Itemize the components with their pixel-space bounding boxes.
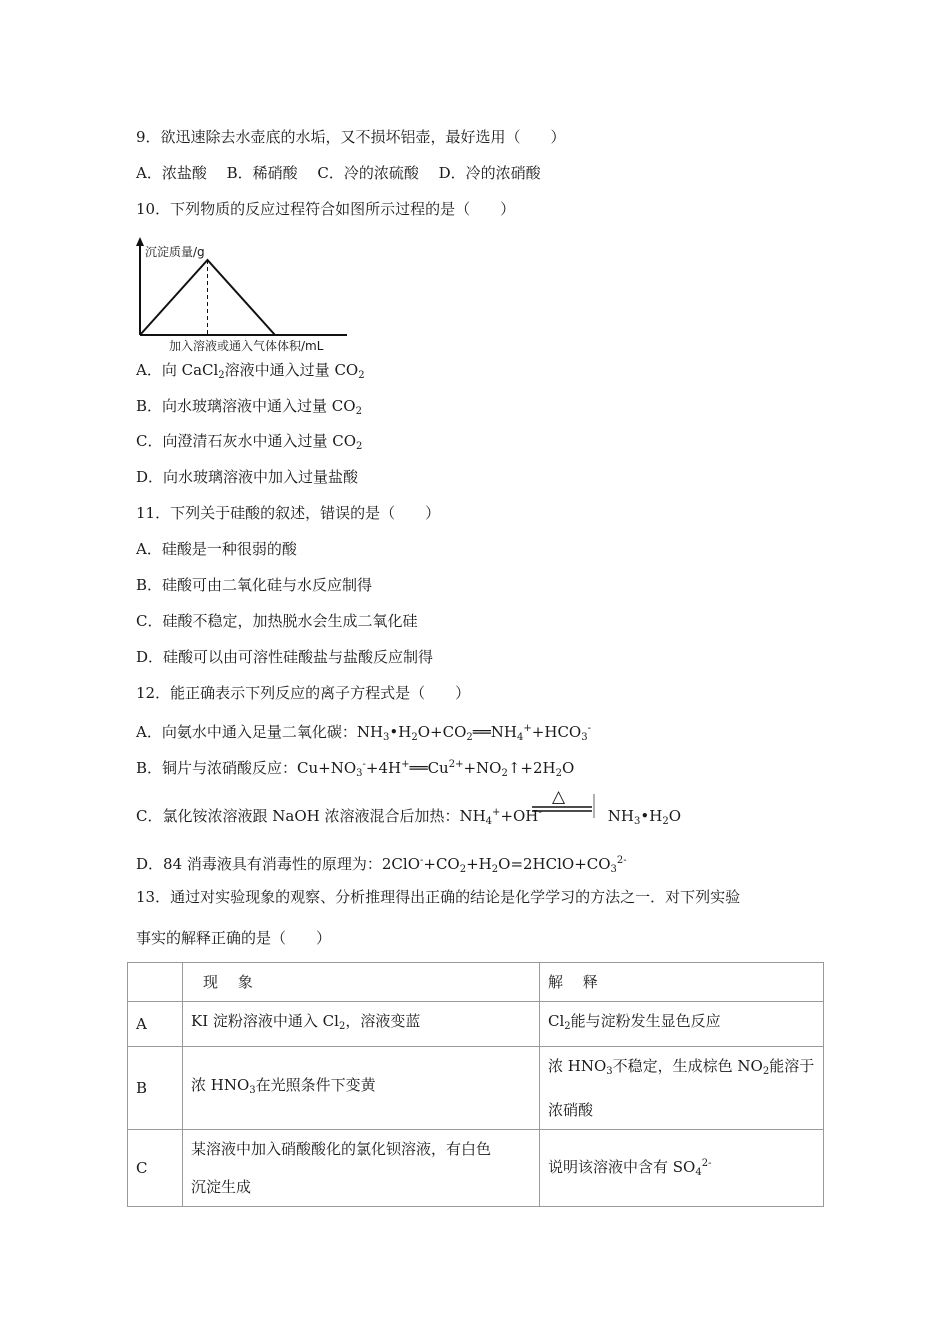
q12-option-d: D．84 消毒液具有消毒性的原理为：$2ClO^-+CO_2+H_2O=2HClO+CO_3^{2-}$ bbox=[136, 855, 627, 875]
q9-options: A．浓盐酸 B．稀硝酸 C．冷的浓硫酸 D．冷的浓硝酸 bbox=[136, 164, 541, 182]
q11-stem: 11．下列关于硅酸的叙述，错误的是（ ） bbox=[136, 504, 441, 522]
q10-option-d: D．向水玻璃溶液中加入过量盐酸 bbox=[136, 468, 359, 486]
q12-option-b: B．铜片与浓硝酸反应：$Cu+NO_3^-+4H^+══Cu^{2+}+NO_2↑+2H_2O$ bbox=[136, 759, 575, 779]
q11-option-c: C．硅酸不稳定，加热脱水会生成二氧化硅 bbox=[136, 612, 418, 630]
q11-option-a: A．硅酸是一种很弱的酸 bbox=[136, 540, 297, 558]
precipitate-chart bbox=[125, 235, 355, 353]
heating-condition-sign bbox=[530, 788, 600, 818]
heating-triangle-icon: △ bbox=[552, 788, 566, 807]
q11-option-b: B．硅酸可由二氧化硅与水反应制得 bbox=[136, 576, 373, 594]
row-label: A bbox=[128, 1002, 183, 1047]
q13-table bbox=[127, 962, 824, 1207]
table-header-explanation: 解 释 bbox=[540, 963, 824, 1002]
row-phenomenon: 浓 $HNO_3$在光照条件下变黄 bbox=[183, 1047, 540, 1130]
q10-option-a: A．向 CaCl$_2$溶液中通入过量 $CO_2$ bbox=[136, 361, 365, 381]
x-axis-label: 加入溶液或通入气体体积/mL bbox=[169, 339, 324, 353]
q9-stem: 9．欲迅速除去水壶底的水垢，又不损坏铝壶，最好选用（ ） bbox=[136, 128, 566, 146]
q12-stem: 12．能正确表示下列反应的离子方程式是（ ） bbox=[136, 684, 471, 702]
table-header-row bbox=[128, 963, 824, 1002]
table-row bbox=[128, 1047, 824, 1130]
row-explanation: 说明该溶液中含有 $SO_4^{2-}$ bbox=[540, 1130, 824, 1207]
q10-option-b: B．向水玻璃溶液中通入过量 $CO_2$ bbox=[136, 397, 362, 417]
row-phenomenon: 某溶液中加入硝酸酸化的氯化钡溶液，有白色 沉淀生成 bbox=[183, 1130, 540, 1207]
row-label: C bbox=[128, 1130, 183, 1207]
q11-option-d: D．硅酸可以由可溶性硅酸盐与盐酸反应制得 bbox=[136, 648, 434, 666]
table-header-phenomenon: 现 象 bbox=[183, 963, 540, 1002]
q13-stem-line1: 13．通过对实验现象的观察、分析推理得出正确的结论是化学学习的方法之一．对下列实验 bbox=[136, 888, 741, 906]
q13-stem-line2: 事实的解释正确的是（ ） bbox=[136, 929, 332, 947]
table-row bbox=[128, 1130, 824, 1207]
row-label: B bbox=[128, 1047, 183, 1130]
y-axis-label: 沉淀质量/g bbox=[145, 245, 205, 259]
q10-stem: 10．下列物质的反应过程符合如图所示过程的是（ ） bbox=[136, 200, 516, 218]
table-row bbox=[128, 1002, 824, 1047]
q12-option-a: A．向氨水中通入足量二氧化碳：$NH_3•H_2O+CO_2══NH_4^++HCO_3^-$ bbox=[136, 723, 591, 743]
row-explanation: 浓 $HNO_3$不稳定，生成棕色 $NO_2$能溶于 浓硝酸 bbox=[540, 1047, 824, 1130]
row-explanation: $Cl_2$能与淀粉发生显色反应 bbox=[540, 1002, 824, 1047]
table-header-cell bbox=[128, 963, 183, 1002]
q12-option-c: C．氯化铵浓溶液跟 NaOH 浓溶液混合后加热：$NH_4^++OH^-$ $NH_3•H_2O$ bbox=[136, 807, 681, 827]
q10-option-c: C．向澄清石灰水中通入过量 $CO_2$ bbox=[136, 432, 363, 452]
y-axis-arrow bbox=[136, 237, 144, 246]
row-phenomenon: KI 淀粉溶液中通入 $Cl_2$，溶液变蓝 bbox=[183, 1002, 540, 1047]
